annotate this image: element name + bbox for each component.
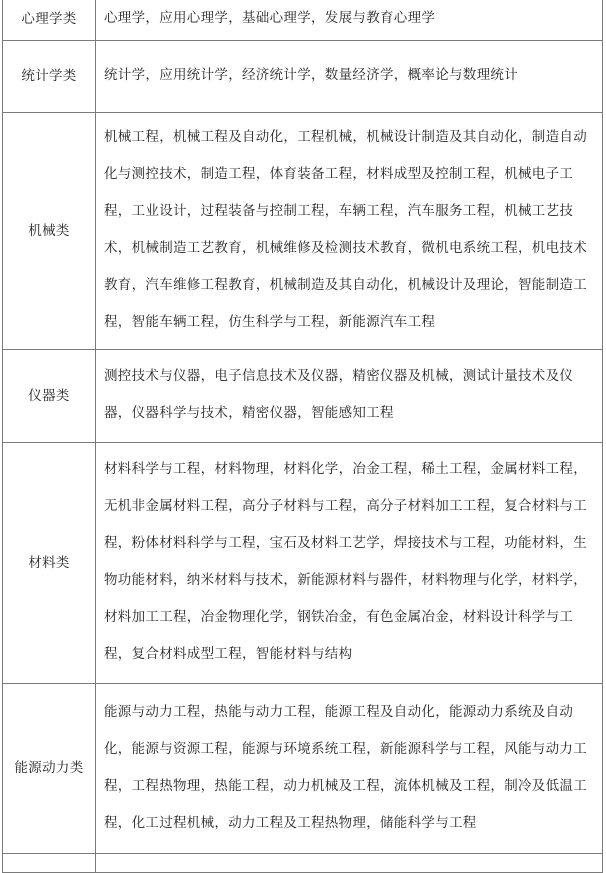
majors-cell: 测控技术与仪器，电子信息技术及仪器，精密仪器及机械，测试计量技术及仪器，仪器科学与技术，精密仪器，智能感知工程 bbox=[96, 350, 603, 443]
category-cell: 材料类 bbox=[3, 443, 96, 684]
majors-cell: 统计学，应用统计学，经济统计学，数量经济学，概率论与数理统计 bbox=[96, 41, 603, 113]
majors-table bbox=[2, 0, 603, 873]
table-row bbox=[3, 443, 603, 684]
majors-cell: 能源与动力工程，热能与动力工程，能源工程及自动化，能源动力系统及自动化，能源与资源工程，能源与环境系统工程，新能源科学与工程，风能与动力工程，工程热物理，热能工程，动力机械及工程，流体机械及工程，制冷及低温工程，化工过程机械，动力工程及工程热物理，储能科学与工程 bbox=[96, 684, 603, 854]
category-cell: 仪器类 bbox=[3, 350, 96, 443]
table-row bbox=[3, 41, 603, 113]
table-row bbox=[3, 0, 603, 41]
category-cell: 能源动力类 bbox=[3, 684, 96, 854]
table-row bbox=[3, 350, 603, 443]
table-row bbox=[3, 854, 603, 873]
table-row bbox=[3, 113, 603, 350]
category-cell: 机械类 bbox=[3, 113, 96, 350]
category-cell: 心理学类 bbox=[3, 0, 96, 41]
majors-cell: 心理学，应用心理学，基础心理学，发展与教育心理学 bbox=[96, 0, 603, 41]
category-cell: 统计学类 bbox=[3, 41, 96, 113]
table-row bbox=[3, 684, 603, 854]
majors-cell: 机械工程，机械工程及自动化，工程机械，机械设计制造及其自动化，制造自动化与测控技术，制造工程，体育装备工程，材料成型及控制工程，机械电子工程，工业设计，过程装备与控制工程，车辆工程，汽车服务工程，机械工艺技术，机械制造工艺教育，机械维修及检测技术教育，微机电系统工程，机电技术教育，汽车维修工程教育，机械制造及其自动化，机械设计及理论，智能制造工程，智能车辆工程，仿生科学与工程，新能源汽车工程 bbox=[96, 113, 603, 350]
majors-cell bbox=[96, 854, 603, 873]
category-cell bbox=[3, 854, 96, 873]
majors-cell: 材料科学与工程，材料物理，材料化学，冶金工程，稀土工程，金属材料工程，无机非金属材料工程，高分子材料与工程，高分子材料加工工程，复合材料与工程，粉体材料科学与工程，宝石及材料工艺学，焊接技术与工程，功能材料，生物功能材料，纳米材料与技术，新能源材料与器件，材料物理与化学，材料学，材料加工工程，冶金物理化学，钢铁冶金，有色金属冶金，材料设计科学与工程，复合材料成型工程，智能材料与结构 bbox=[96, 443, 603, 684]
